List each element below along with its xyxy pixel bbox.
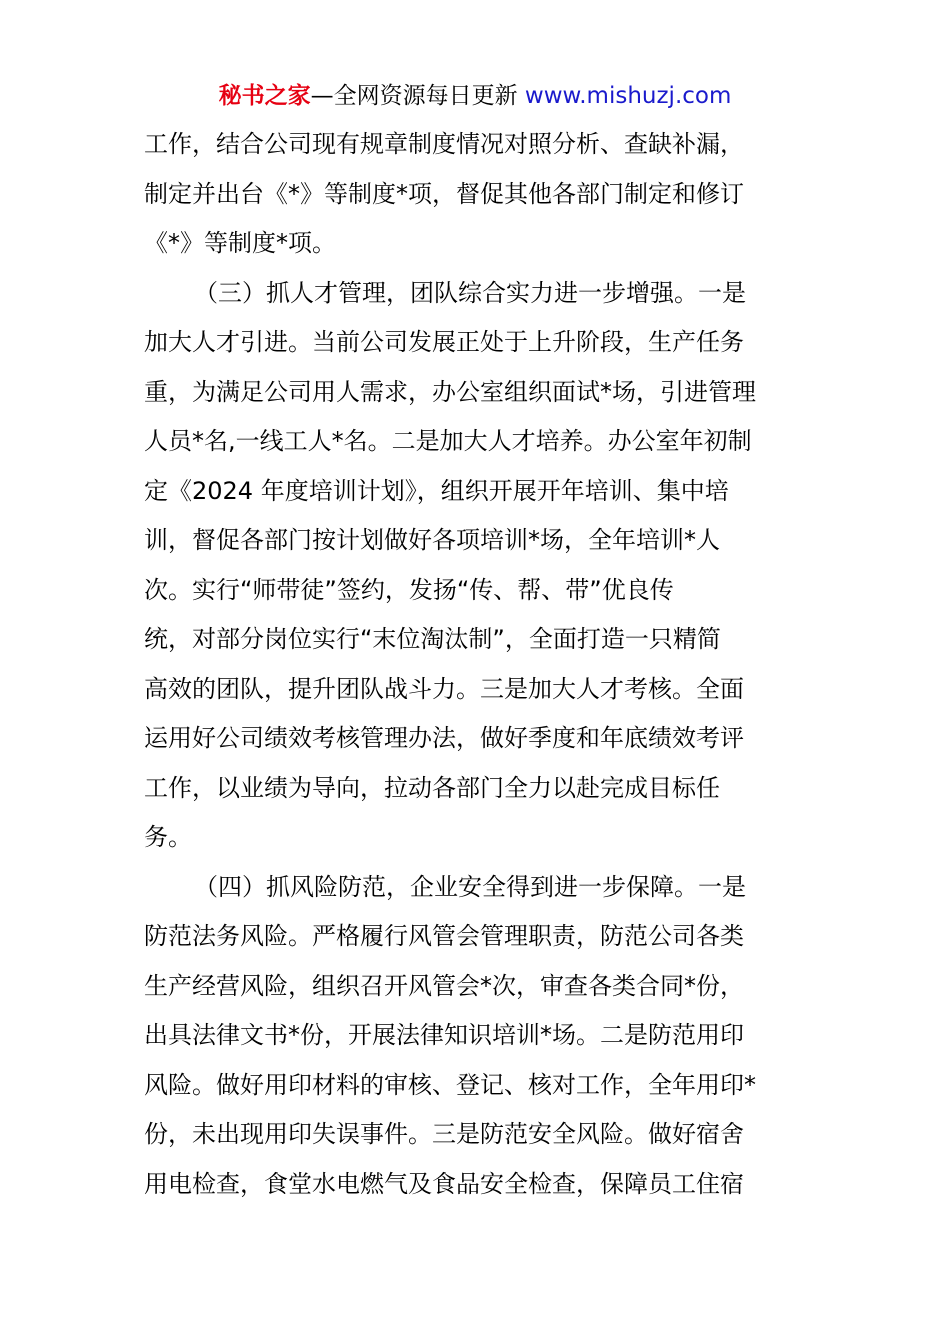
text-line: 工作，以业绩为导向，拉动各部门全力以赴完成目标任 xyxy=(144,773,720,802)
text-line: 运用好公司绩效考核管理办法，做好季度和年底绩效考评 xyxy=(144,724,744,752)
text-line: 高效的团队，提升团队战斗力。三是加大人才考核。全面 xyxy=(144,674,744,703)
text-line: 风险。做好用印材料的审核、登记、核对工作，全年用印* xyxy=(144,1070,756,1099)
site-url[interactable]: www.mishuzj.com xyxy=(524,83,732,109)
brand-name: 秘书之家 xyxy=(218,83,311,109)
text-line: 统，对部分岗位实行“末位淘汰制”，全面打造一只精简 xyxy=(144,625,721,653)
text-line: 训，督促各部门按计划做好各项培训*场，全年培训*人 xyxy=(144,526,720,554)
section-heading-four: （四）抓风险防范，企业安全得到进一步保障。一是 xyxy=(194,872,746,901)
text-line: 次。实行“师带徒”签约，发扬“传、帮、带”优良传 xyxy=(144,575,674,604)
text-line: 加大人才引进。当前公司发展正处于上升阶段，生产任务 xyxy=(144,328,744,356)
document-body xyxy=(144,120,809,1209)
section-heading-three: （三）抓人才管理，团队综合实力进一步增强。一是 xyxy=(194,278,746,307)
text-line: 份，未出现用印失误事件。三是防范安全风险。做好宿舍 xyxy=(144,1120,744,1148)
site-tagline: —全网资源每日更新 xyxy=(310,83,518,109)
site-header xyxy=(0,78,950,114)
text-line: 防范法务风险。严格履行风管会管理职责，防范公司各类 xyxy=(144,922,744,950)
text-line: 人员*名,一线工人*名。二是加大人才培养。办公室年初制 xyxy=(144,427,752,455)
text-line: 工作，结合公司现有规章制度情况对照分析、查缺补漏， xyxy=(144,130,744,158)
text-line: 生产经营风险，组织召开风管会*次，审查各类合同*份， xyxy=(144,971,744,1000)
text-line: 定《2024 年度培训计划》，组织开展开年培训、集中培 xyxy=(144,476,729,505)
text-line: 务。 xyxy=(144,823,192,851)
text-line: 重，为满足公司用人需求，办公室组织面试*场，引进管理 xyxy=(144,377,756,406)
text-line: 出具法律文书*份，开展法律知识培训*场。二是防范用印 xyxy=(144,1021,744,1049)
text-line: 用电检查，食堂水电燃气及食品安全检查，保障员工住宿 xyxy=(144,1169,744,1198)
text-line: 《*》等制度*项。 xyxy=(144,229,336,257)
text-line: 制定并出台《*》等制度*项，督促其他各部门制定和修订 xyxy=(144,179,744,208)
